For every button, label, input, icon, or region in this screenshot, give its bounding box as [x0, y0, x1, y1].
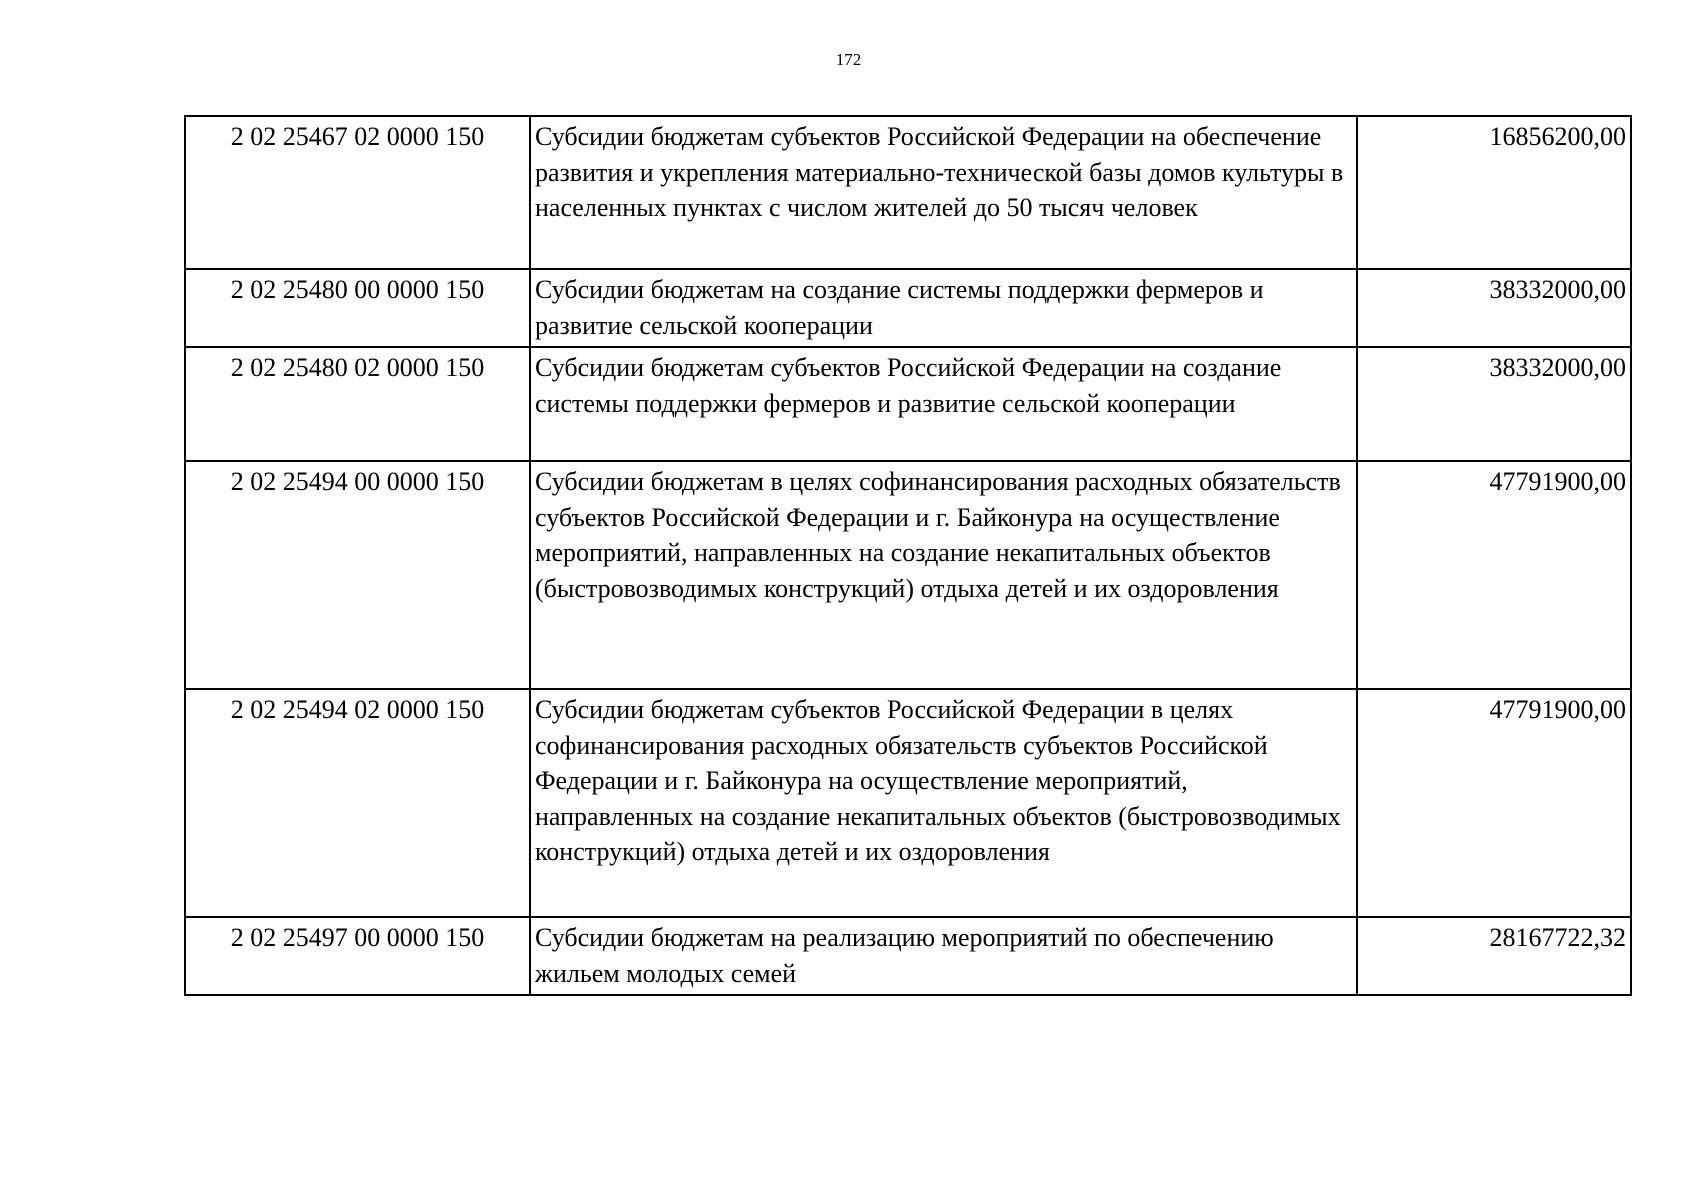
revenue-description: Субсидии бюджетам субъектов Российской Федерации на обеспечение развития и укрепления материально-технической базы домов культуры в населенных пунктах с числом жителей до 50 тысяч человек — [530, 116, 1357, 269]
table-row — [185, 269, 1631, 347]
budget-classification-code: 2 02 25494 02 0000 150 — [185, 689, 530, 917]
amount-value: 28167722,32 — [1357, 917, 1631, 995]
revenue-description: Субсидии бюджетам субъектов Российской Федерации в целях софинансирования расходных обязательств субъектов Российской Федерации и г. Байконура на осуществление мероприятий, направленных на создание некапитальных объектов (быстровозводимых конструкций) отдыха детей и их оздоровления — [530, 689, 1357, 917]
budget-classification-code: 2 02 25480 02 0000 150 — [185, 347, 530, 461]
amount-value: 16856200,00 — [1357, 116, 1631, 269]
table-row — [185, 689, 1631, 917]
table-row — [185, 917, 1631, 995]
budget-classification-code: 2 02 25494 00 0000 150 — [185, 461, 530, 689]
revenue-description: Субсидии бюджетам на реализацию мероприятий по обеспечению жильем молодых семей — [530, 917, 1357, 995]
budget-revenue-table — [184, 115, 1632, 996]
amount-value: 47791900,00 — [1357, 461, 1631, 689]
budget-classification-code: 2 02 25467 02 0000 150 — [185, 116, 530, 269]
amount-value: 38332000,00 — [1357, 269, 1631, 347]
revenue-description: Субсидии бюджетам субъектов Российской Федерации на создание системы поддержки фермеров и развитие сельской кооперации — [530, 347, 1357, 461]
amount-value: 38332000,00 — [1357, 347, 1631, 461]
budget-classification-code: 2 02 25497 00 0000 150 — [185, 917, 530, 995]
table-row — [185, 116, 1631, 269]
page-number: 172 — [835, 50, 862, 69]
amount-value: 47791900,00 — [1357, 689, 1631, 917]
table-row — [185, 461, 1631, 689]
revenue-description: Субсидии бюджетам на создание системы поддержки фермеров и развитие сельской кооперации — [530, 269, 1357, 347]
revenue-description: Субсидии бюджетам в целях софинансирования расходных обязательств субъектов Российской Федерации и г. Байконура на осуществление мероприятий, направленных на создание некапитальных объектов (быстровозводимых конструкций) отдыха детей и их оздоровления — [530, 461, 1357, 689]
table-row — [185, 347, 1631, 461]
budget-classification-code: 2 02 25480 00 0000 150 — [185, 269, 530, 347]
